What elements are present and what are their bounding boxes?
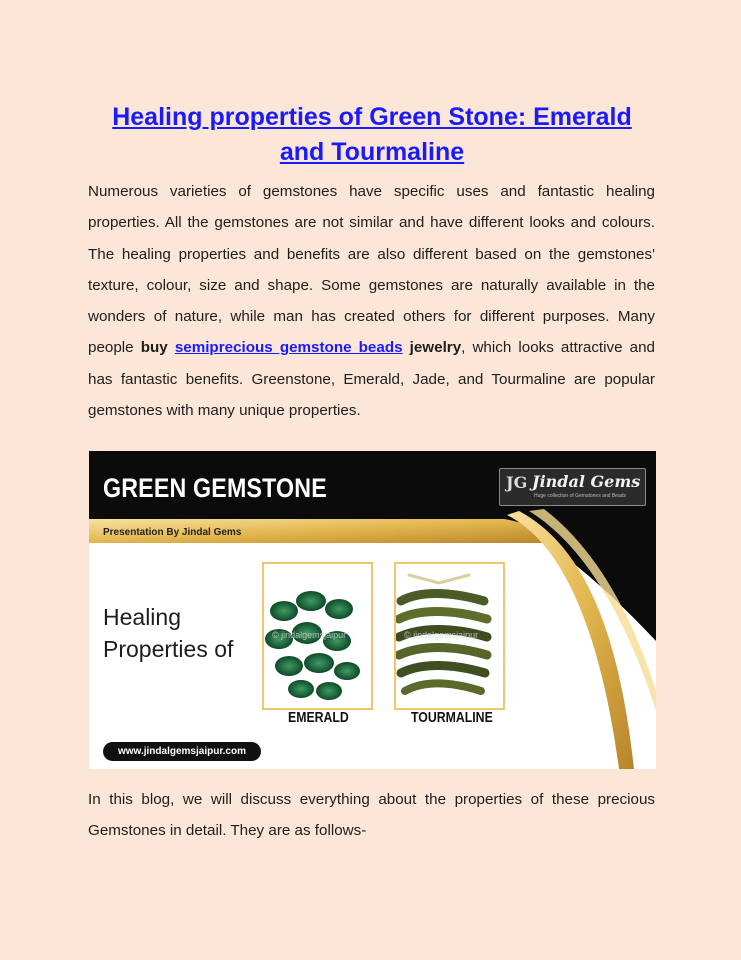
banner-heading: GREEN GEMSTONE (103, 473, 327, 503)
healing-line-2: Properties of (103, 636, 234, 662)
intro-bold-buy: buy (140, 339, 168, 357)
emerald-watermark: © jindalgemsjaipur (272, 630, 347, 640)
healing-line-1: Healing (103, 604, 181, 630)
intro-paragraph (88, 176, 655, 426)
website-url-pill: www.jindalgemsjaipur.com (103, 742, 261, 761)
jg-monogram-icon: JG (506, 473, 528, 492)
article-title[interactable]: Healing properties of Green Stone: Emerald and Tourmaline (112, 103, 632, 166)
logo-name: Jindal Gems (532, 472, 641, 491)
emerald-caption: EMERALD (288, 709, 349, 726)
semiprecious-beads-link[interactable]: semiprecious gemstone beads (174, 339, 403, 357)
green-gemstone-banner (89, 451, 656, 769)
intro-text-start: Numerous varieties of gemstones have specific uses and fantastic healing properties. All the gemstones are not similar and have different looks and colours. The healing properties and benefits are also different based on the gemstones' texture, colour, size and shape. Some gemstones are naturally available in the wonders of nature, while man has created others for different purposes. Many people (88, 183, 655, 357)
outro-paragraph: In this blog, we will discuss everything about the properties of these precious Gemstones in detail. They are as follows- (88, 791, 655, 840)
emerald-photo-frame (262, 562, 373, 710)
intro-text-end: , which looks attractive and has fantastic benefits. Greenstone, Emerald, Jade, and Tourmaline are popular gemstones with many unique properties. (88, 339, 655, 420)
healing-properties-text (103, 601, 233, 665)
jindal-gems-logo (499, 468, 646, 506)
tourmaline-caption: TOURMALINE (411, 709, 493, 726)
intro-bold-jewelry: jewelry (409, 339, 462, 357)
tourmaline-watermark: © jindalgemsjaipur (404, 630, 479, 640)
presented-by: Presentation By Jindal Gems (103, 527, 242, 538)
tourmaline-photo-frame (394, 562, 505, 710)
logo-tagline: Huge collection of Gemstones and Beads (534, 493, 626, 499)
